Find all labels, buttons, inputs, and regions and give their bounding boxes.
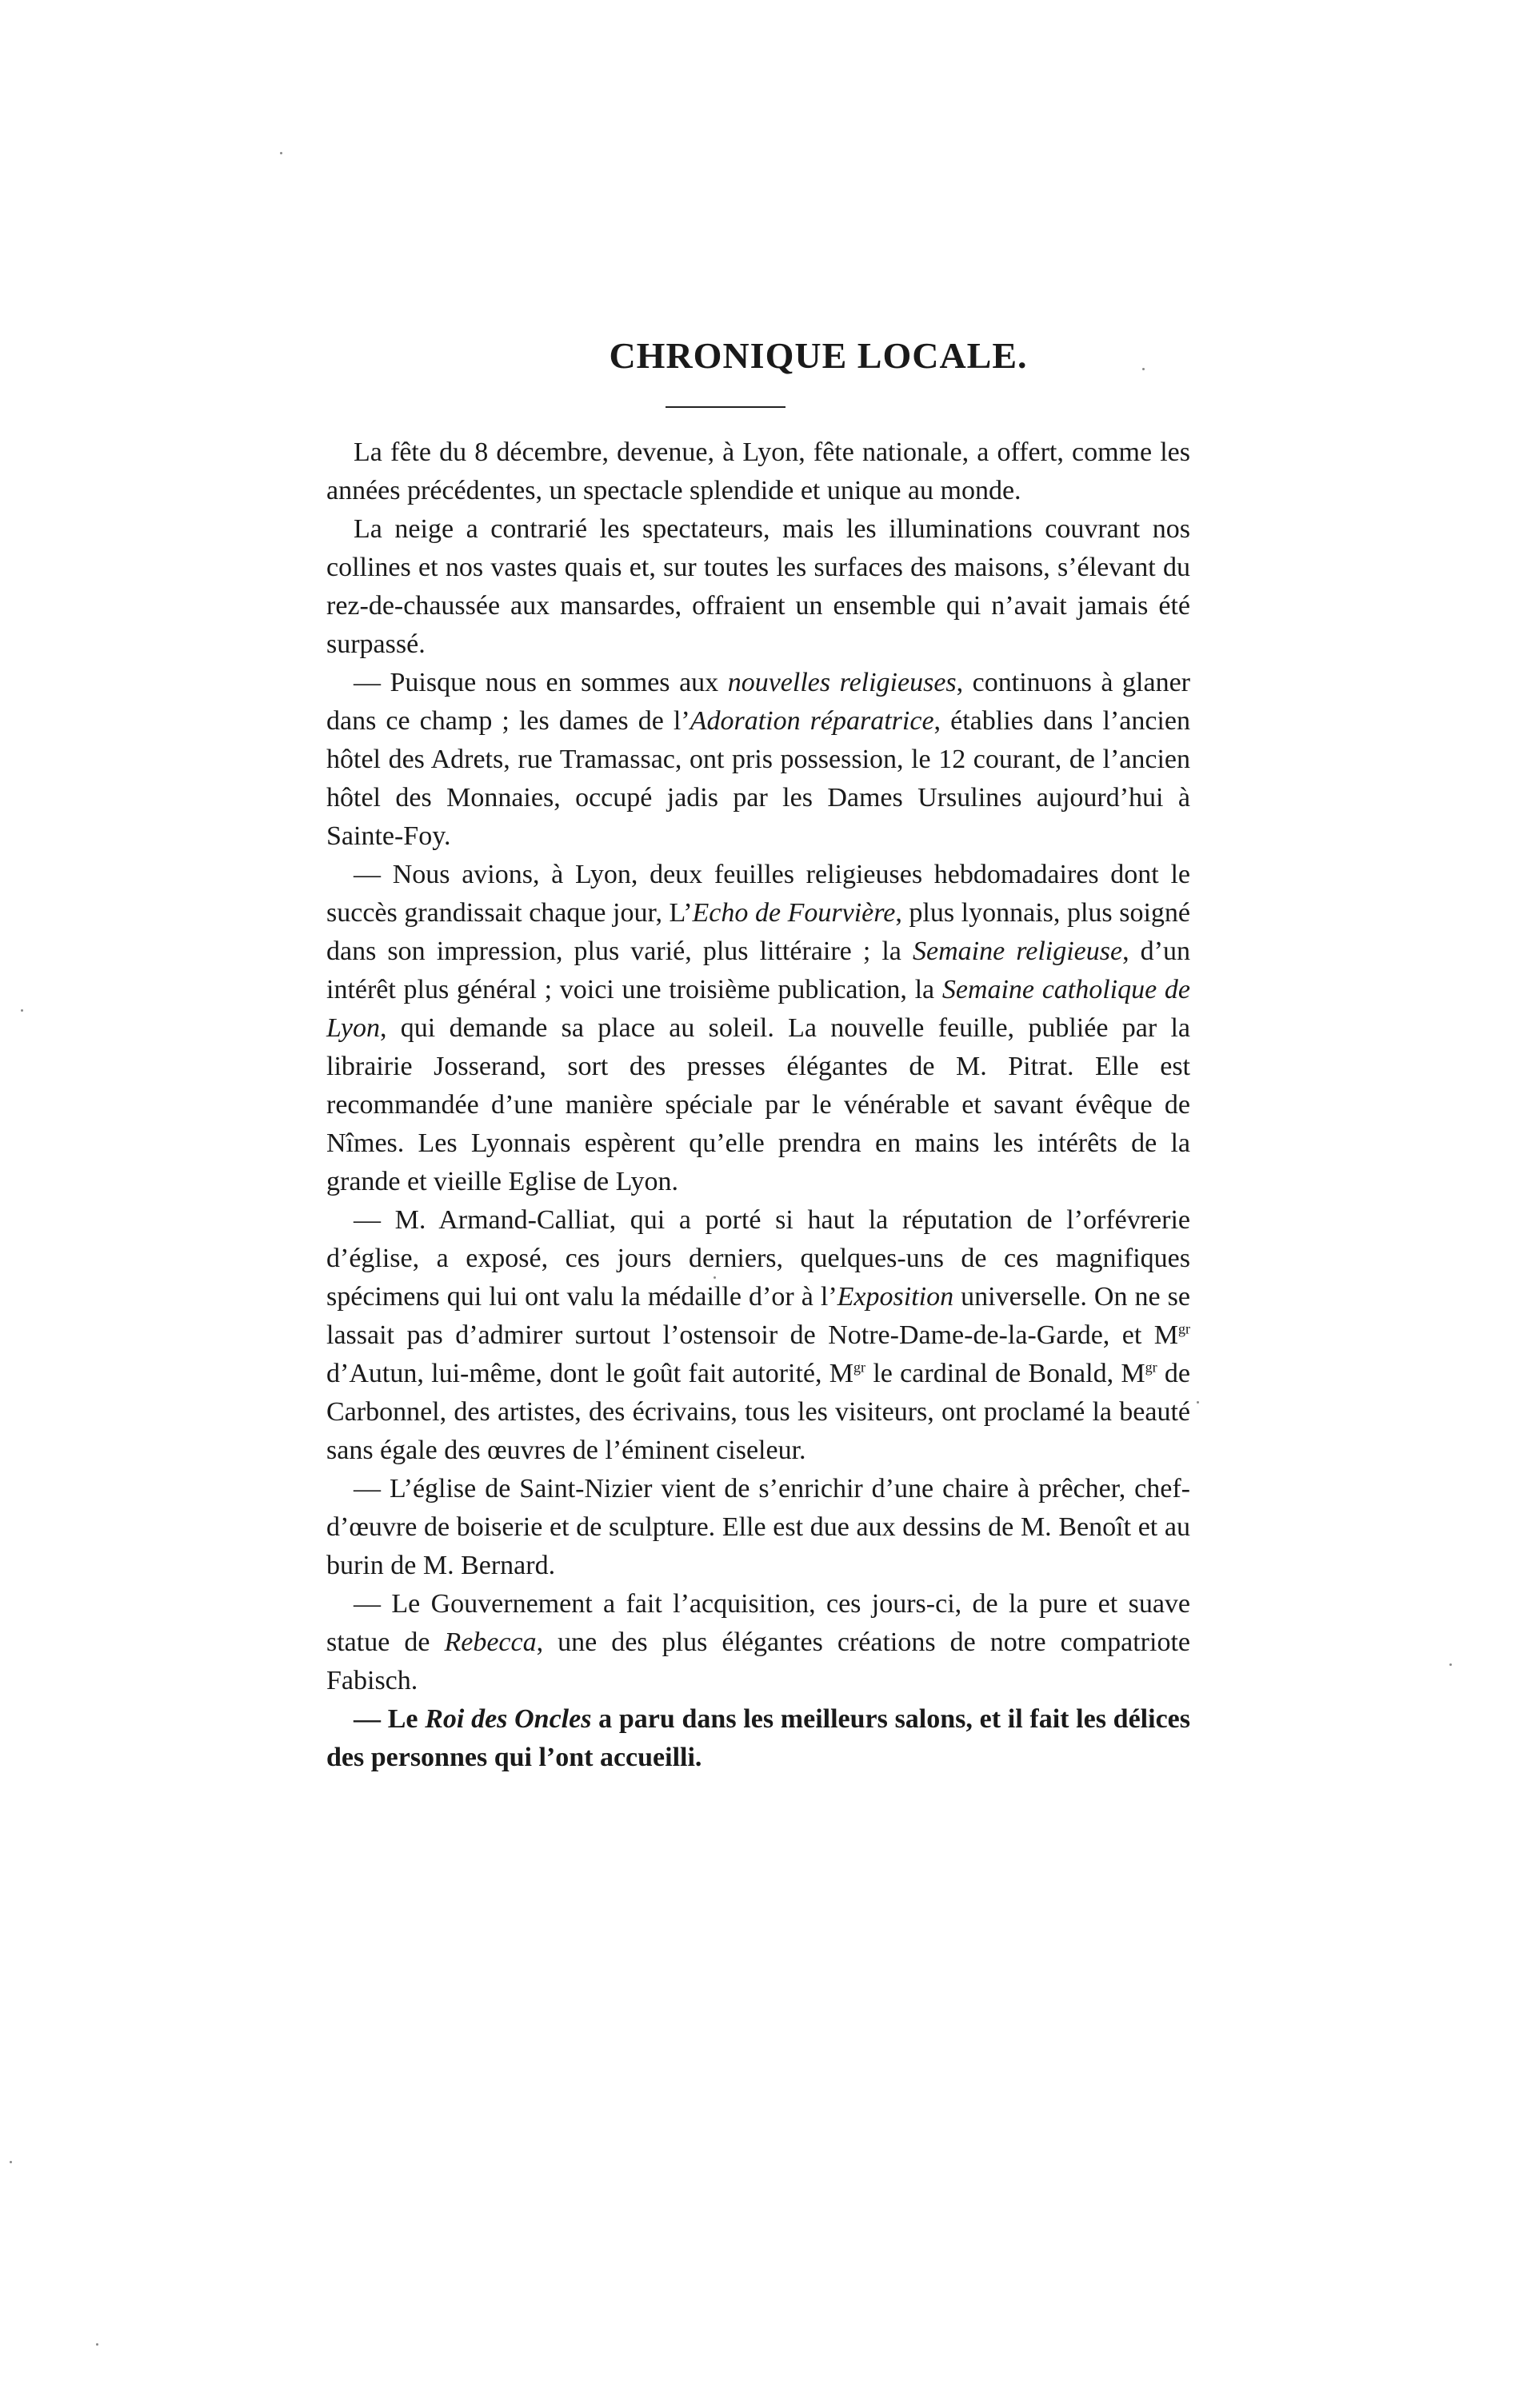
text-run: d’Autun, lui-même, dont le goût fait autorité, M	[326, 1359, 854, 1388]
italic-run: Semaine catholique de Lyon	[326, 975, 1191, 1043]
paragraph	[326, 1585, 1190, 1700]
paragraph	[326, 510, 1190, 664]
text-run: , établies dans l’ancien hôtel des Adrets, rue Tramassac, ont pris possession, le 12 courant, de l’ancien hôtel des Monnaies, occupé jadis par les Dames Ursulines aujourd’hui à Sainte-Foy.	[326, 706, 1190, 851]
italic-run: Roi des Oncles	[425, 1704, 592, 1734]
text-run: , une des plus élégantes créations de notre compatriote Fabisch.	[326, 1627, 1190, 1695]
paragraph	[326, 664, 1190, 856]
page	[326, 328, 1190, 1777]
italic-run: nouvelles religieuses	[727, 668, 957, 697]
superscript-run: gr	[853, 1359, 866, 1376]
scan-speck	[280, 152, 282, 154]
scan-speck	[1197, 1401, 1199, 1404]
superscript-run: gr	[1178, 1320, 1190, 1337]
scan-speck	[10, 2161, 12, 2163]
text-run: , plus lyonnais, plus soigné dans son impression, plus varié, plus littéraire ; la	[326, 898, 1190, 966]
text-run: — Le	[354, 1704, 426, 1734]
text-run: , qui demande sa place au soleil. La nouvelle feuille, publiée par la librairie Josserand, sort des presses élégantes de M. Pitrat. Elle est recommandée d’une manière spéciale par le vénérable et savant évêque de Nîmes. Les Lyonnais espèrent qu’elle prendra en mains les intérêts de la grande et vieille Eglise de Lyon.	[326, 1013, 1190, 1196]
paragraph	[326, 856, 1190, 1201]
italic-run: Exposition	[837, 1282, 954, 1312]
text-run: universelle. On ne se lassait pas d’admirer surtout l’ostensoir de Notre-Dame-de-la-Garde, et M	[326, 1282, 1190, 1350]
title-divider	[666, 406, 785, 408]
text-run: — Le Gouvernement a fait l’acquisition, ces jours-ci, de la pure et suave statue de	[326, 1589, 1190, 1657]
text-run: , continuons à glaner dans ce champ ; les dames de l’	[326, 668, 1190, 736]
text-run: — Puisque nous en sommes aux	[354, 668, 728, 697]
italic-run: Adoration réparatrice	[690, 706, 934, 736]
text-run: le cardinal de Bonald, M	[865, 1359, 1145, 1388]
scan-speck	[714, 1276, 716, 1279]
paragraph	[326, 433, 1190, 510]
superscript-run: gr	[1145, 1359, 1157, 1376]
scan-speck	[21, 1009, 23, 1012]
paragraph	[326, 1470, 1190, 1585]
text-run: — L’église de Saint-Nizier vient de s’enrichir d’une chaire à prêcher, chef-d’œuvre de boiserie et de sculpture. Elle est due aux dessins de M. Benoît et au burin de M. Bernard.	[326, 1474, 1190, 1580]
scan-speck	[1142, 368, 1145, 370]
paragraph	[326, 1201, 1190, 1470]
text-run: — M. Armand-Calliat, qui a porté si haut la réputation de l’orfévrerie d’église, a exposé, ces jours derniers, quelques-uns de ces magnifiques spécimens qui lui ont valu la médaille d’or à l’	[326, 1205, 1190, 1312]
page-title: CHRONIQUE LOCALE.	[609, 335, 1028, 376]
text-run: — Nous avions, à Lyon, deux feuilles religieuses hebdomadaires dont le succès grandissait chaque jour, L’	[326, 860, 1190, 928]
text-run: La neige a contrarié les spectateurs, mais les illuminations couvrant nos collines et nos vastes quais et, sur toutes les surfaces des maisons, s’élevant du rez-de-chaussée aux mansardes, offraient un ensemble qui n’avait jamais été surpassé.	[326, 514, 1190, 659]
text-run: de Carbonnel, des artistes, des écrivains, tous les visiteurs, ont proclamé la beauté sans égale des œuvres de l’éminent ciseleur.	[326, 1359, 1191, 1465]
text-run: , d’un intérêt plus général ; voici une troisième publication, la	[326, 936, 1191, 1004]
italic-run: Echo de Fourvière	[692, 898, 896, 928]
paragraph	[326, 1700, 1190, 1777]
text-run: a paru dans les meilleurs salons, et il fait les délices des personnes qui l’ont accueilli.	[326, 1704, 1190, 1772]
italic-run: Semaine religieuse	[913, 936, 1123, 966]
text-run: La fête du 8 décembre, devenue, à Lyon, fête nationale, a offert, comme les années précédentes, un spectacle splendide et unique au monde.	[326, 437, 1190, 505]
italic-run: Rebecca	[444, 1627, 537, 1657]
scan-speck	[1449, 1663, 1452, 1666]
article-body	[326, 433, 1190, 1777]
scan-speck	[96, 2343, 98, 2346]
